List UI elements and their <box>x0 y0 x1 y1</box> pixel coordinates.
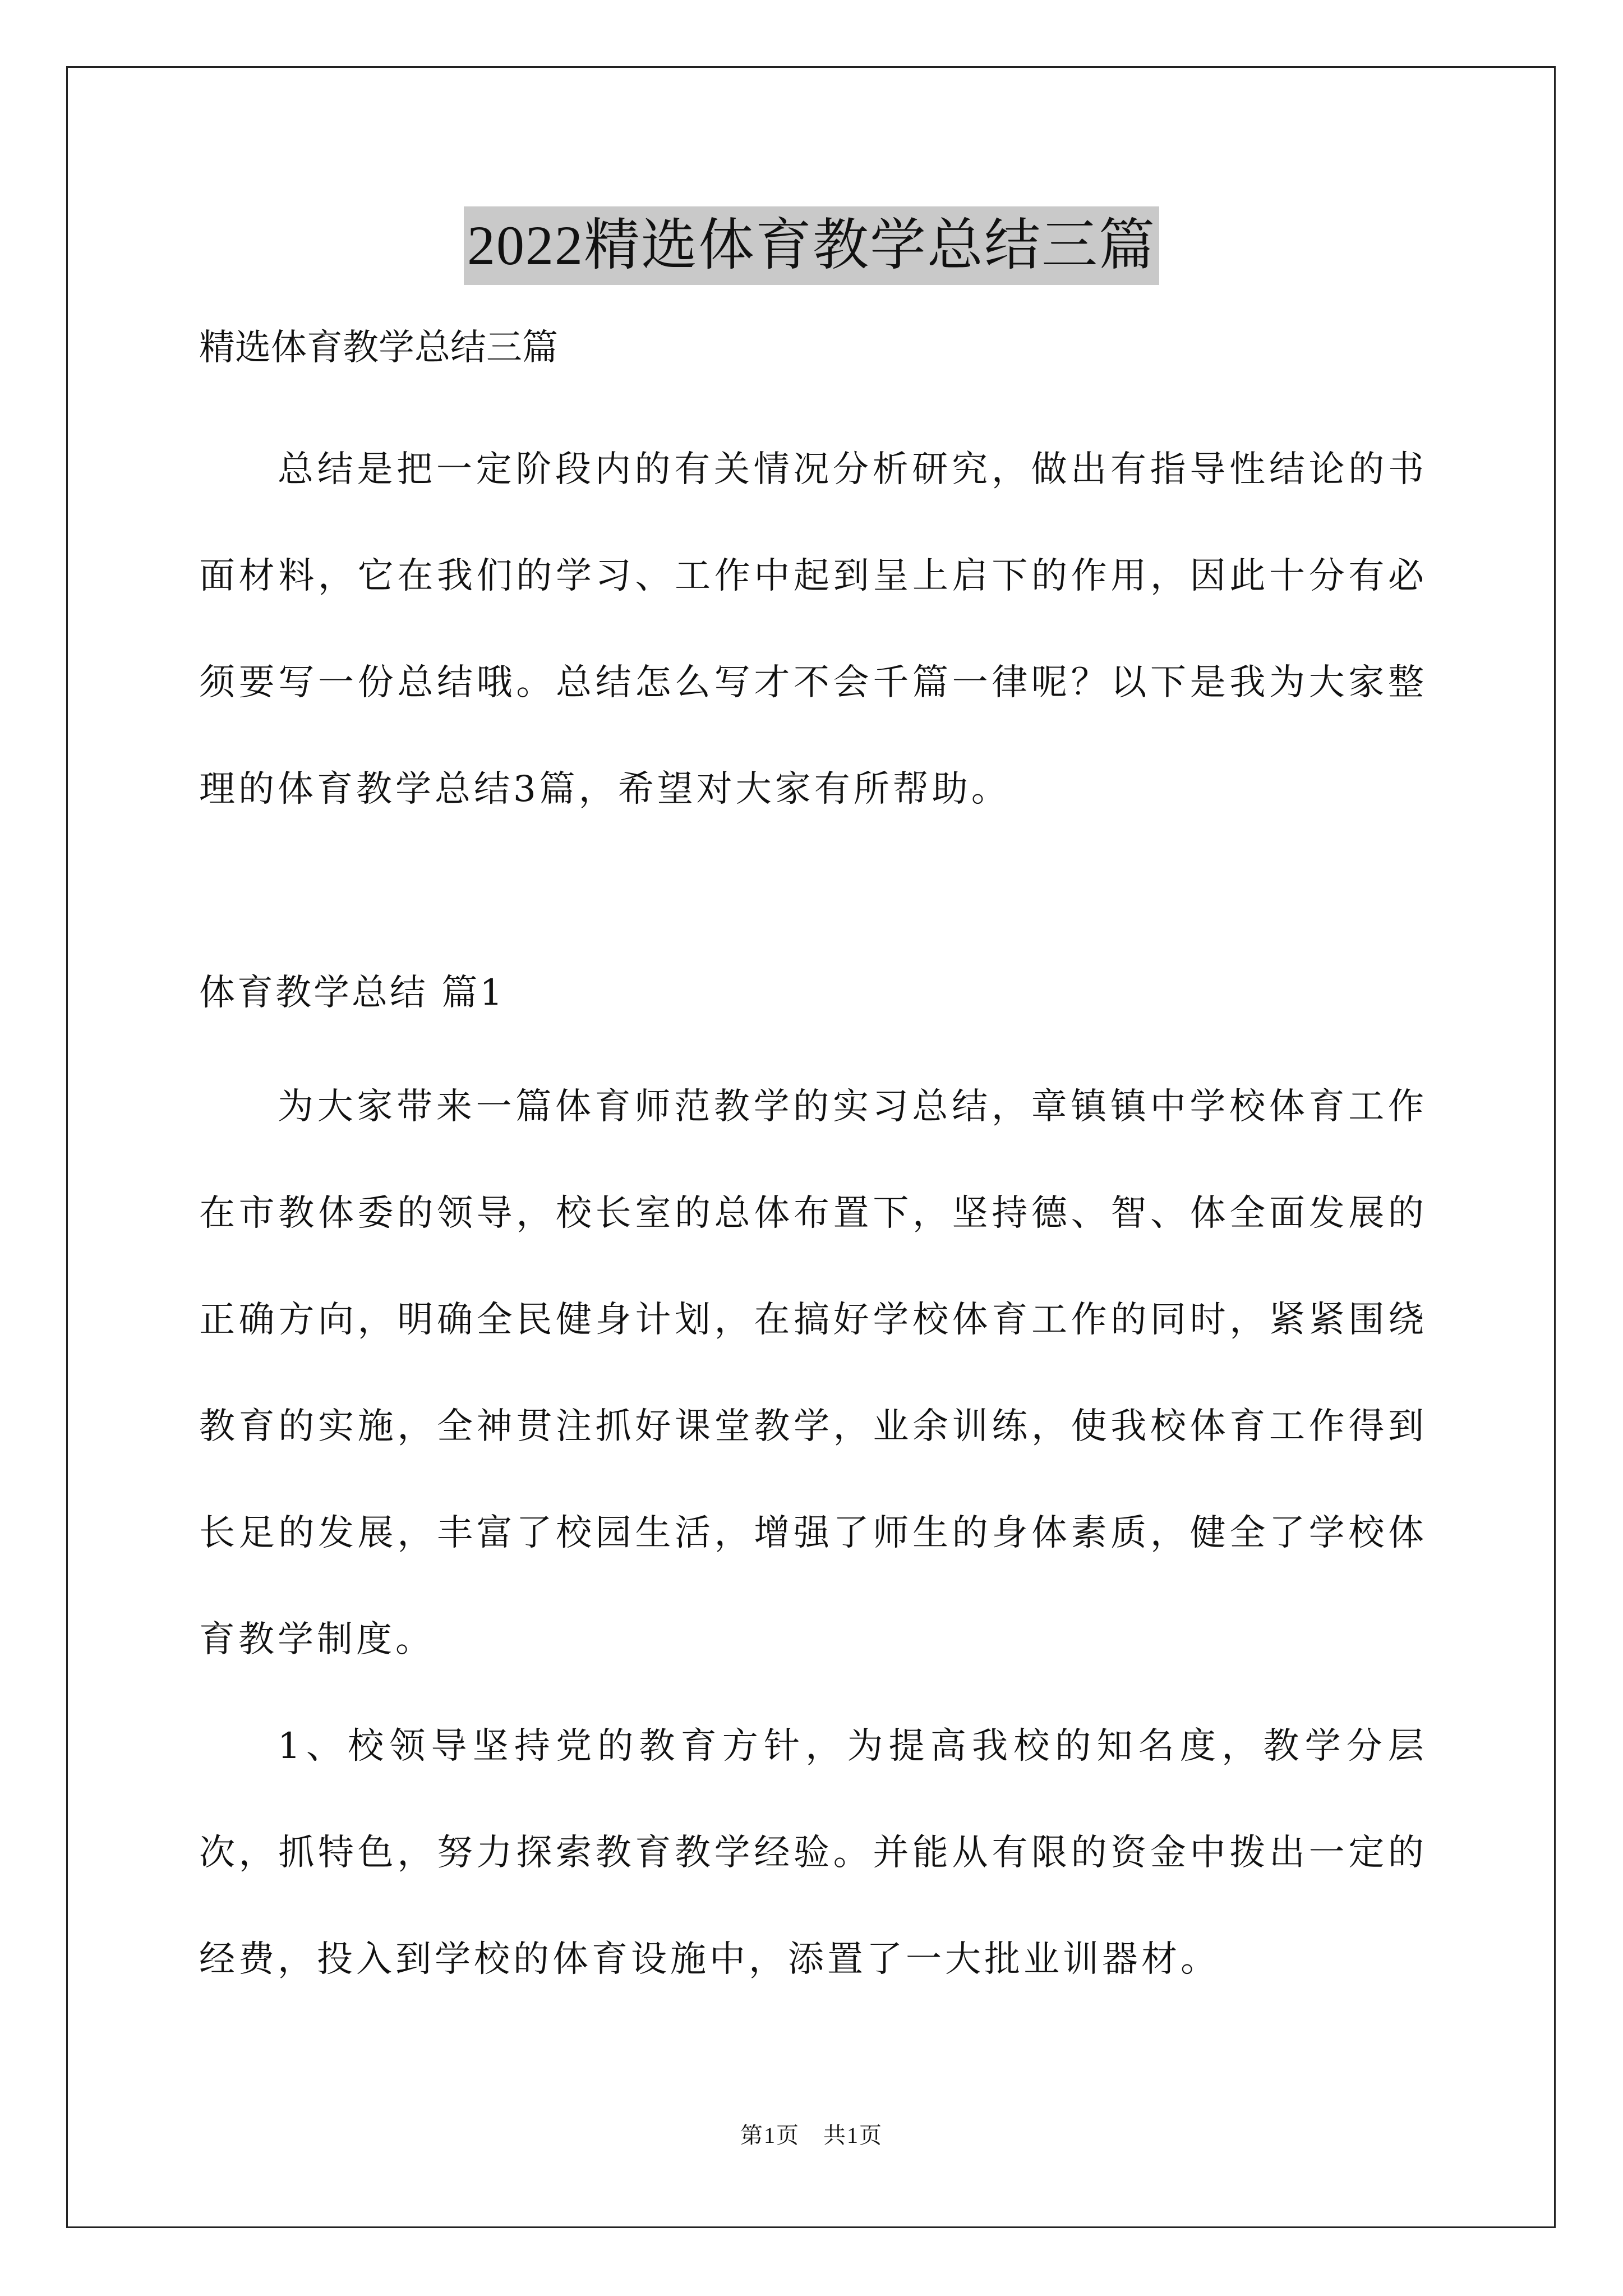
document-title: 2022精选体育教学总结三篇 <box>464 206 1159 285</box>
body-paragraph-2: 1、校领导坚持党的教育方针，为提高我校的知名度，教学分层次，抓特色，努力探索教育教学经验。并能从有限的资金中拨出一定的经费，投入到学校的体育设施中，添置了一大批业训器材。 <box>199 1726 1427 1980</box>
section-heading: 体育教学总结 篇1 <box>199 972 505 1014</box>
title-container <box>0 206 1623 285</box>
intro-paragraph: 总结是把一定阶段内的有关情况分析研究，做出有指导性结论的书面材料，它在我们的学习、工作中起到呈上启下的作用，因此十分有必须要写一份总结哦。总结怎么写才不会千篇一律呢？以下是我为大家整理的体育教学总结3篇，希望对大家有所帮助。 <box>199 449 1427 810</box>
document-subtitle: 精选体育教学总结三篇 <box>199 327 558 369</box>
body-paragraph-1: 为大家带来一篇体育师范教学的实习总结，章镇镇中学校体育工作在市教体委的领导，校长室的总体布置下，坚持德、智、体全面发展的正确方向，明确全民健身计划，在搞好学校体育工作的同时，紧紧围绕教育的实施，全神贯注抓好课堂教学，业余训练，使我校体育工作得到长足的发展，丰富了校园生活，增强了师生的身体素质，健全了学校体育教学制度。 <box>199 1086 1427 1660</box>
page-footer: 第1页 共1页 <box>740 2123 883 2148</box>
document-body <box>199 314 1427 2013</box>
